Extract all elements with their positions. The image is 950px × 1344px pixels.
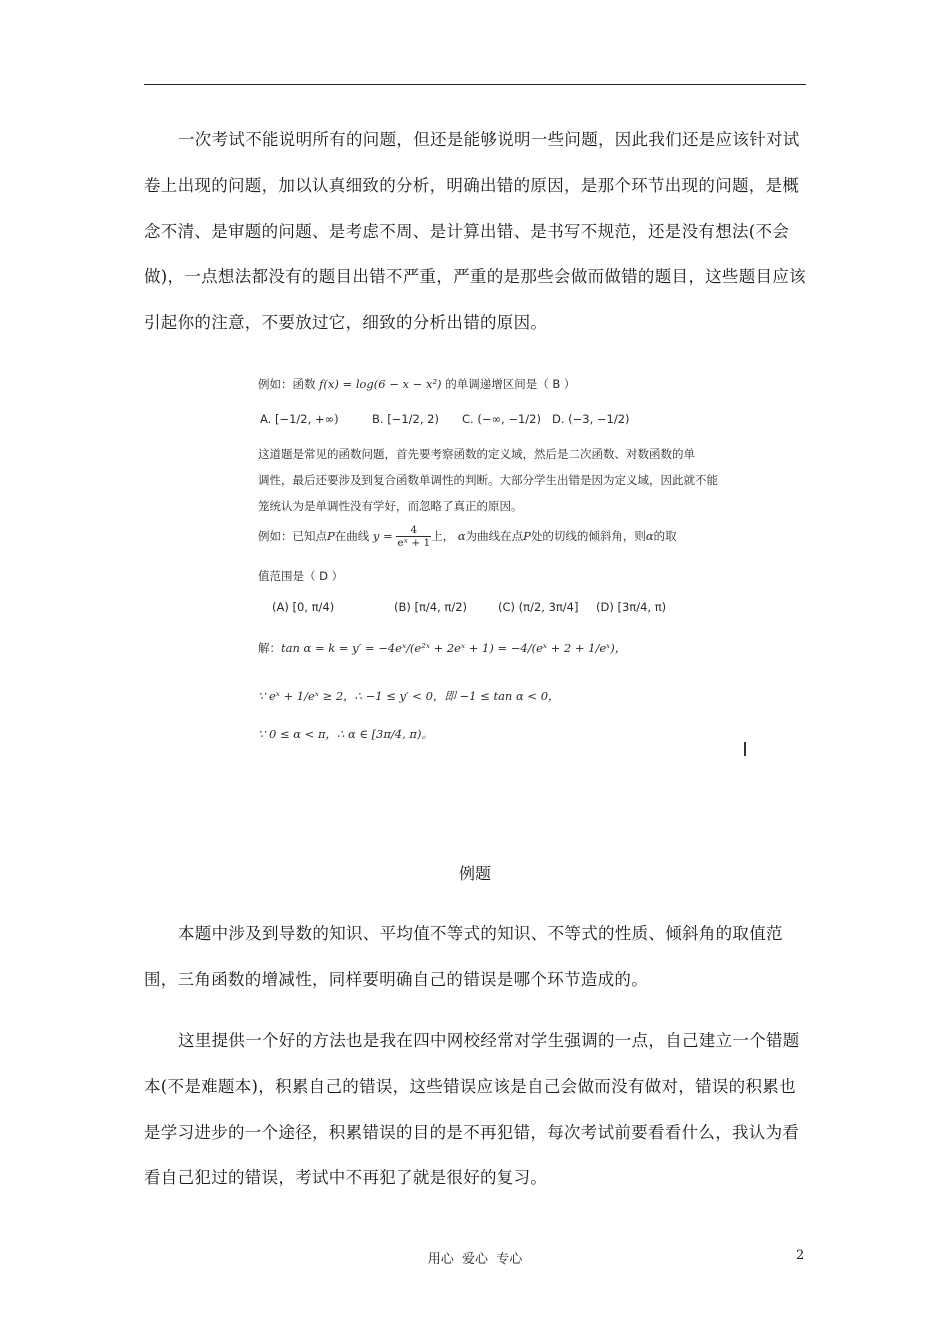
example2-alpha-2: α xyxy=(645,529,654,543)
paragraph-analysis xyxy=(144,911,808,1003)
curve-numerator: 4 xyxy=(396,524,431,537)
paragraph-method-text: 这里提供一个好的方法也是我在四中网校经常对学生强调的一点，自己建立一个错题本(不是难题本)，积累自己的错误，这些错误应该是自己会做而没有做对，错误的积累也是学习进步的一个途径，积累错误的目的是不再犯错，每次考试前要看看什么，我认为看看自己犯过的错误，考试中不再犯了就是很好的复习。 xyxy=(144,1031,800,1188)
example2-point-p-2: P xyxy=(523,529,531,543)
paragraph-intro-text: 一次考试不能说明所有的问题，但还是能够说明一些问题，因此我们还是应该针对试卷上出现的问题，加以认真细致的分析，明确出错的原因，是那个环节出现的问题，是概念不清、是审题的问题、是考虑不周、是计算出错、是书写不规范，还是没有想法(不会做)，一点想法都没有的题目出错不严重，严重的是那些会做而做错的题目，这些题目应该引起你的注意，不要放过它，细致的分析出错的原因。 xyxy=(144,130,806,333)
solution-line-1-text: tan α = k = y′ = −4eˣ/(e²ˣ + 2eˣ + 1) = −4/(eˣ + 2 + 1/eˣ)， xyxy=(281,641,627,655)
example2-text-c: 在曲线 xyxy=(334,529,370,543)
example2-alpha-1: α xyxy=(457,529,466,543)
example1-comment-line-3: 笼统认为是单调性没有学好，而忽略了真正的原因。 xyxy=(258,499,523,513)
example1-option-c: C. (−∞, −1/2) xyxy=(462,412,541,426)
page-number: 2 xyxy=(796,1248,805,1263)
example1-prefix: 例如：函数 xyxy=(258,377,316,391)
paragraph-method xyxy=(144,1018,808,1201)
example1-option-a: A. [−1/2, +∞) xyxy=(260,412,339,426)
example2-text-d: 上， xyxy=(431,529,455,543)
example2-question xyxy=(258,524,677,549)
example1-option-d: D. (−3, −1/2) xyxy=(552,412,630,426)
example1-comment-line-1: 这道题是常见的函数问题，首先要考察函数的定义域，然后是二次函数、对数函数的单 xyxy=(258,447,695,461)
example2-text-h: 处的切线的倾斜角，则 xyxy=(530,529,646,543)
solution-line-2: ∵ eˣ + 1/eˣ ≥ 2，∴ −1 ≤ y′ < 0，即 −1 ≤ tan α < 0， xyxy=(258,689,560,703)
solution-label: 解： xyxy=(258,641,281,655)
example1-expression: f(x) = log(6 − x − x²) xyxy=(319,377,442,391)
example2-line-2: 值范围是（ D ） xyxy=(258,569,344,583)
example2-option-d: (D) [3π/4, π) xyxy=(596,600,667,614)
example2-option-b: (B) [π/4, π/2) xyxy=(394,600,468,614)
example1-suffix: 的单调递增区间是（ B ） xyxy=(445,377,576,391)
example2-text-f: 为曲线在点 xyxy=(465,529,524,543)
example1-question xyxy=(258,376,575,392)
example2-point-p: P xyxy=(327,529,335,543)
curve-denominator: eˣ + 1 xyxy=(397,537,431,549)
text-cursor-mark xyxy=(744,742,746,756)
header-rule xyxy=(144,84,806,85)
example1-option-b: B. [−1/2, 2) xyxy=(372,412,439,426)
solution-line-3: ∵ 0 ≤ α < π，∴ α ∈ [3π/4, π)。 xyxy=(258,727,433,741)
page-footer: 用心 爱心 专心 xyxy=(427,1252,523,1267)
paragraph-analysis-text: 本题中涉及到导数的知识、平均值不等式的知识、不等式的性质、倾斜角的取值范围，三角函数的增减性，同样要明确自己的错误是哪个环节造成的。 xyxy=(144,924,783,989)
example2-option-c: (C) (π/2, 3π/4] xyxy=(498,600,579,614)
example2-text-a: 例如：已知点 xyxy=(258,529,327,543)
figure-caption: 例题 xyxy=(458,864,491,883)
solution-line-1 xyxy=(258,640,626,656)
example2-curve-fraction xyxy=(396,524,431,549)
example2-curve-lhs: y = xyxy=(372,529,393,543)
example2-option-a: (A) [0, π/4) xyxy=(272,600,335,614)
example-scan-image xyxy=(244,366,744,776)
example1-comment-line-2: 调性，最后还要涉及到复合函数单调性的判断。大部分学生出错是因为定义域，因此就不能 xyxy=(258,473,718,487)
example2-text-j: 的取 xyxy=(653,529,677,543)
paragraph-intro xyxy=(144,117,808,346)
